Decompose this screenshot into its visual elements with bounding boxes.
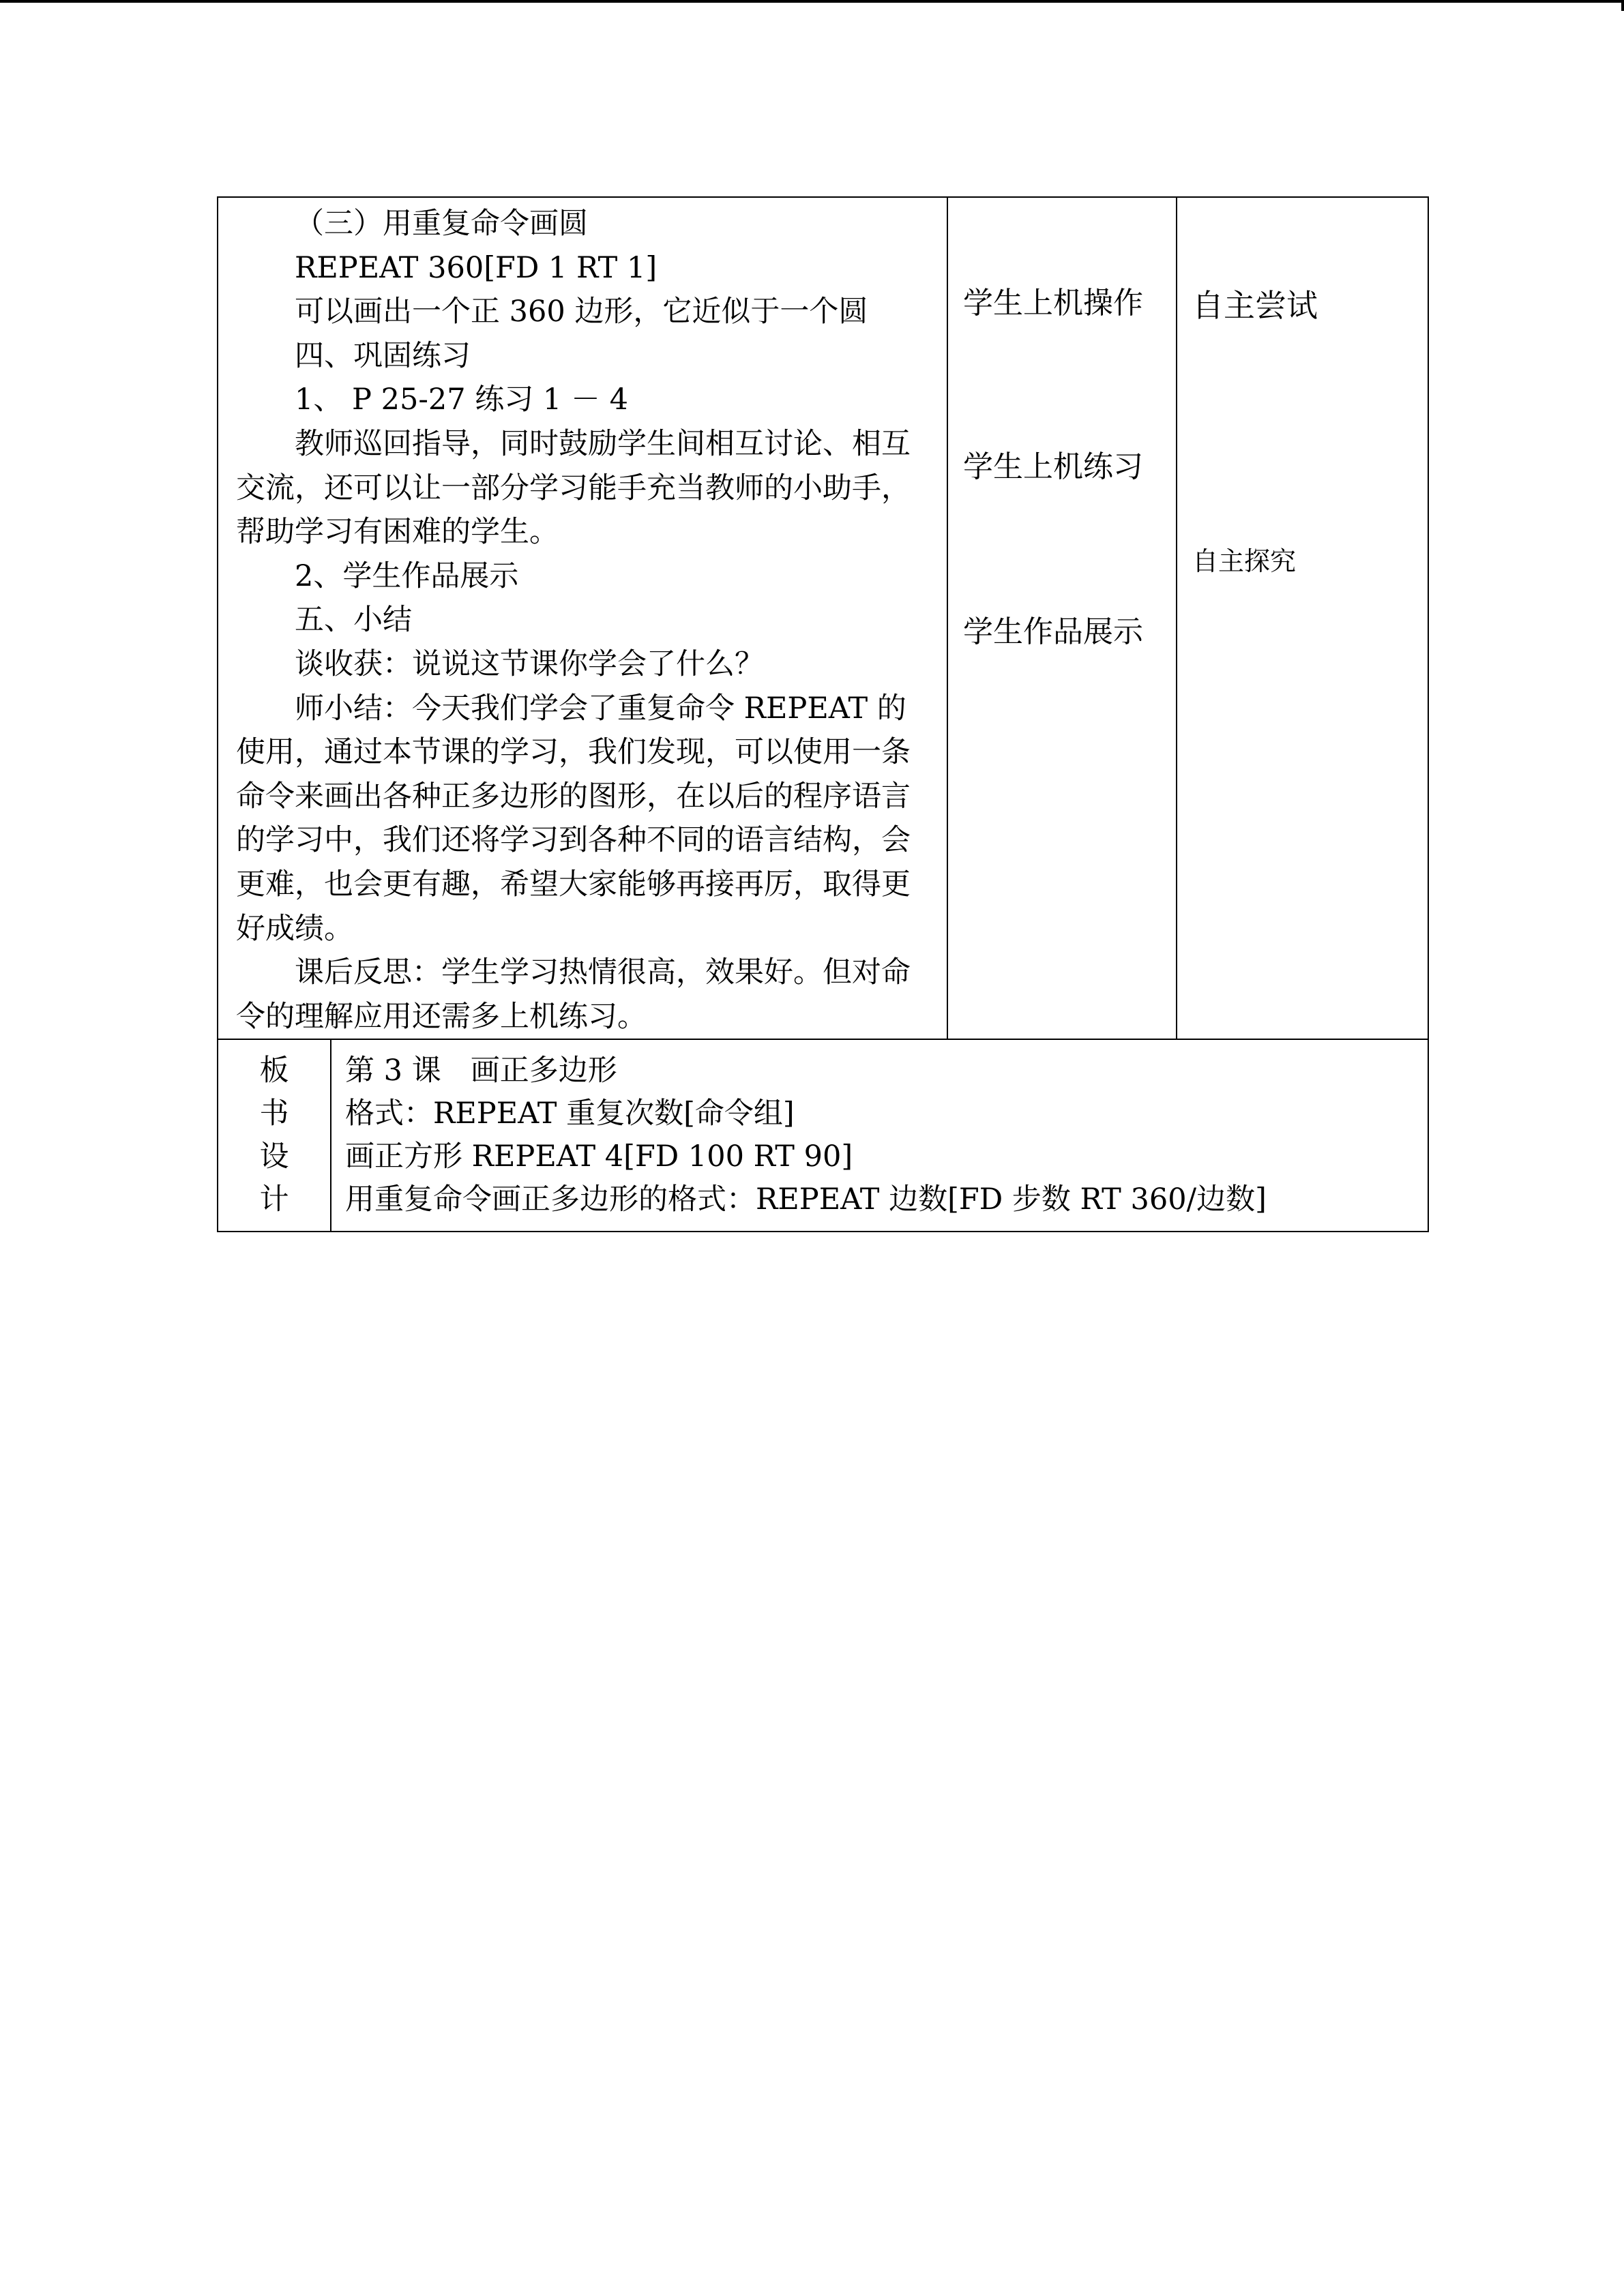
student-activity-item: 学生上机操作	[963, 286, 1143, 320]
teaching-process-cell	[218, 197, 947, 1039]
board-line: 用重复命令画正多边形的格式：REPEAT 边数[FD 步数 RT 360/边数]	[345, 1182, 1267, 1217]
design-intent-item: 自主尝试	[1192, 287, 1318, 324]
student-activity-item: 学生上机练习	[963, 449, 1143, 484]
process-line: 师小结：今天我们学会了重复命令 REPEAT 的使用，通过本节课的学习，我们发现，可以使用一条命令来画出各种正多边形的图形，在以后的程序语言的学习中，我们还将学习到各种不同的语言结构，会更难，也会更有趣，希望大家能够再接再厉，取得更好成绩。	[236, 691, 911, 946]
board-line: 第 3 课 画正多边形	[345, 1054, 617, 1088]
student-activity-item: 学生作品展示	[963, 614, 1143, 649]
design-intent-item: 自主探究	[1192, 546, 1297, 576]
board-line: 画正方形 REPEAT 4[FD 100 RT 90]	[345, 1139, 853, 1174]
board-design-row	[218, 1039, 1428, 1232]
board-line: 格式：REPEAT 重复次数[命令组]	[345, 1097, 795, 1131]
process-line: 谈收获：说说这节课你学会了什么？	[295, 646, 764, 681]
process-line: 教师巡回指导，同时鼓励学生间相互讨论、相互交流，还可以让一部分学习能手充当教师的小助手，帮助学习有困难的学生。	[236, 426, 911, 550]
board-header-char: 书	[259, 1097, 289, 1131]
process-line: 可以画出一个正 360 边形，它近似于一个圆	[295, 295, 868, 329]
design-intent-cell	[1177, 197, 1428, 1039]
board-design-content	[331, 1039, 1428, 1232]
process-line: 四、巩固练习	[295, 338, 471, 373]
board-header-char: 板	[259, 1054, 289, 1088]
process-line: 课后反思：学生学习热情很高，效果好。但对命令的理解应用还需多上机练习。	[236, 955, 911, 1034]
process-line: （三）用重复命令画圆	[295, 207, 588, 241]
process-line: 2、学生作品展示	[295, 558, 519, 593]
student-activity-cell	[947, 197, 1177, 1039]
process-line: 1、 P 25-27 练习 1 － 4	[295, 383, 628, 417]
board-header-char: 设	[259, 1139, 289, 1174]
teaching-process-text	[218, 198, 947, 1039]
process-line: 五、小结	[295, 603, 412, 638]
page-top-border	[0, 0, 1624, 3]
page-right-border	[1621, 0, 1624, 11]
lesson-plan-table	[217, 196, 1429, 1232]
board-design-header	[218, 1039, 331, 1232]
board-header-char: 计	[259, 1182, 289, 1217]
teaching-process-row	[218, 197, 1428, 1039]
process-line: REPEAT 360[FD 1 RT 1]	[295, 250, 658, 285]
